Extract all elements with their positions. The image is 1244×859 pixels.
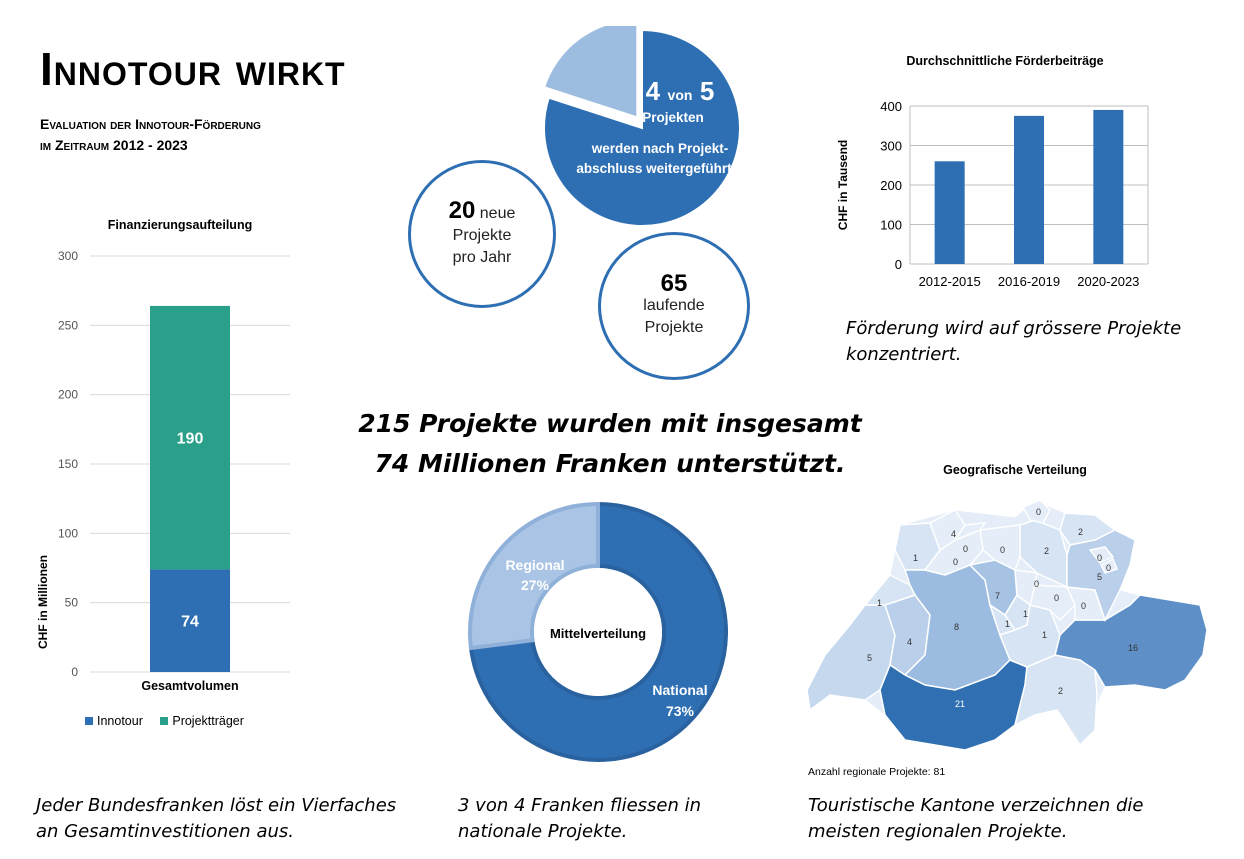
y-tick-label: 300 <box>57 249 78 263</box>
caption-middle: 3 von 4 Franken fliessen in nationale Projekte. <box>458 795 702 842</box>
bar-value-label: 74 <box>181 613 199 631</box>
pie-text-line-2: Projekten <box>642 110 704 125</box>
new-projects-number: 20 <box>448 196 476 224</box>
running-projects-circle <box>598 232 750 380</box>
map-value-tg: 2 <box>1078 527 1084 537</box>
y-tick-label: 400 <box>880 99 902 114</box>
donut-center-label: Mittelverteilung <box>549 626 647 641</box>
map-footnote: Anzahl regionale Projekte: 81 <box>808 766 946 778</box>
financing-chart <box>30 240 310 740</box>
donut-label-national: National <box>652 682 708 698</box>
y-tick-label: 0 <box>894 257 902 272</box>
map-value-ti: 2 <box>1058 686 1064 696</box>
map-value-so: 0 <box>953 557 959 567</box>
legend-swatch-innotour <box>85 717 93 725</box>
new-projects-line-3: pro Jahr <box>452 248 512 266</box>
financing-y-label: CHF in Millionen <box>36 555 50 649</box>
pie-text-line-4: abschluss weitergeführt <box>576 161 732 176</box>
switzerland-map <box>805 495 1215 765</box>
running-projects-line-1: laufende <box>643 297 705 314</box>
avg-funding-chart-title: Durchschnittliche Förderbeiträge <box>906 54 1104 68</box>
legend-label-projekttraeger: Projektträger <box>172 714 244 728</box>
pie-text-line-3: werden nach Projekt- <box>591 141 729 156</box>
y-tick-label: 100 <box>57 526 78 541</box>
legend-item-projekttraeger <box>160 714 244 728</box>
y-tick-label: 150 <box>57 457 78 471</box>
pie-ratio-denominator: 5 <box>699 76 715 106</box>
y-tick-label: 200 <box>57 387 78 402</box>
pie-ratio-numerator: 4 <box>645 76 661 106</box>
map-value-lu: 7 <box>995 591 1001 601</box>
x-category-label: Gesamtvolumen <box>141 679 239 693</box>
map-value-ju: 1 <box>913 553 919 563</box>
page-subtitle <box>40 114 261 156</box>
subtitle-line-2: im Zeitraum 2012 - 2023 <box>40 137 188 153</box>
y-tick-label: 300 <box>880 138 902 154</box>
canton-ti <box>1015 655 1097 745</box>
y-tick-label: 250 <box>57 318 78 333</box>
map-title: Geografische Verteilung <box>943 463 1087 477</box>
legend-item-innotour <box>85 714 143 728</box>
legend-label-innotour: Innotour <box>97 714 143 728</box>
pie-ratio-von: von <box>667 87 693 103</box>
new-projects-circle <box>408 160 556 308</box>
donut-label-regional: Regional <box>505 557 565 573</box>
map-value-ag: 0 <box>1000 545 1006 555</box>
avg-bar <box>935 161 965 264</box>
map-value-bl: 0 <box>963 544 969 554</box>
bar-value-label: 190 <box>176 430 204 448</box>
map-value-zh: 2 <box>1044 546 1050 556</box>
headline <box>330 404 890 484</box>
map-value-ne: 1 <box>877 598 883 608</box>
y-tick-label: 50 <box>64 595 78 610</box>
legend-swatch-projekttraeger <box>160 717 168 725</box>
y-tick-label: 0 <box>71 665 78 679</box>
avg-funding-chart <box>830 90 1160 300</box>
financing-chart-title: Finanzierungsaufteilung <box>107 218 253 232</box>
map-value-zg: 0 <box>1034 579 1040 589</box>
map-value-ow: 1 <box>1005 619 1011 629</box>
donut-pct-regional: 27% <box>520 577 550 593</box>
map-value-bs: 4 <box>951 529 957 539</box>
y-tick-label: 200 <box>880 178 902 193</box>
caption-left: Jeder Bundesfranken löst ein Vierfaches an Gesamtinvestitionen aus. <box>36 795 397 842</box>
map-value-vd: 5 <box>867 653 873 663</box>
avg-funding-y-label: CHF in Tausend <box>836 139 850 231</box>
running-projects-line-2: Projekte <box>644 319 704 336</box>
map-value-ur: 1 <box>1042 630 1048 640</box>
headline-line-1: 215 Projekte wurden mit insgesamt <box>358 409 862 438</box>
map-value-gl: 0 <box>1081 601 1087 611</box>
map-value-nw: 1 <box>1023 609 1029 619</box>
map-value-sh: 0 <box>1036 507 1042 517</box>
financing-legend <box>85 714 244 728</box>
map-value-sz: 0 <box>1054 593 1060 603</box>
caption-right-top: Förderung wird auf grössere Projekte konzentriert. <box>846 318 1182 365</box>
map-value-gr: 16 <box>1128 643 1139 653</box>
x-category-label: 2012-2015 <box>918 274 981 289</box>
new-projects-line-2: Projekte <box>452 226 512 244</box>
funds-donut <box>460 500 740 780</box>
continuation-pie <box>530 26 750 232</box>
map-value-vs: 21 <box>955 699 966 709</box>
map-value-ai: 0 <box>1106 563 1112 573</box>
page-title: Innotour wirkt <box>40 43 346 95</box>
map-value-be: 8 <box>954 622 960 632</box>
donut-pct-national: 73% <box>665 703 695 719</box>
x-category-label: 2020-2023 <box>1077 274 1140 289</box>
y-tick-label: 100 <box>880 217 902 233</box>
x-category-label: 2016-2019 <box>997 274 1061 289</box>
map-value-sg: 5 <box>1097 572 1103 582</box>
caption-right-bottom: Touristische Kantone verzeichnen die meisten regionalen Projekte. <box>808 795 1144 842</box>
running-projects-number: 65 <box>660 270 688 297</box>
subtitle-line-1: Evaluation der Innotour-Förderung <box>40 116 261 132</box>
map-value-fr: 4 <box>907 637 913 647</box>
new-projects-line-1 <box>411 196 553 225</box>
map-value-ar: 0 <box>1097 553 1103 563</box>
avg-bar <box>1014 116 1044 264</box>
headline-line-2: 74 Millionen Franken unterstützt. <box>374 449 846 478</box>
avg-bar <box>1093 110 1123 264</box>
new-projects-word: neue <box>479 204 516 222</box>
